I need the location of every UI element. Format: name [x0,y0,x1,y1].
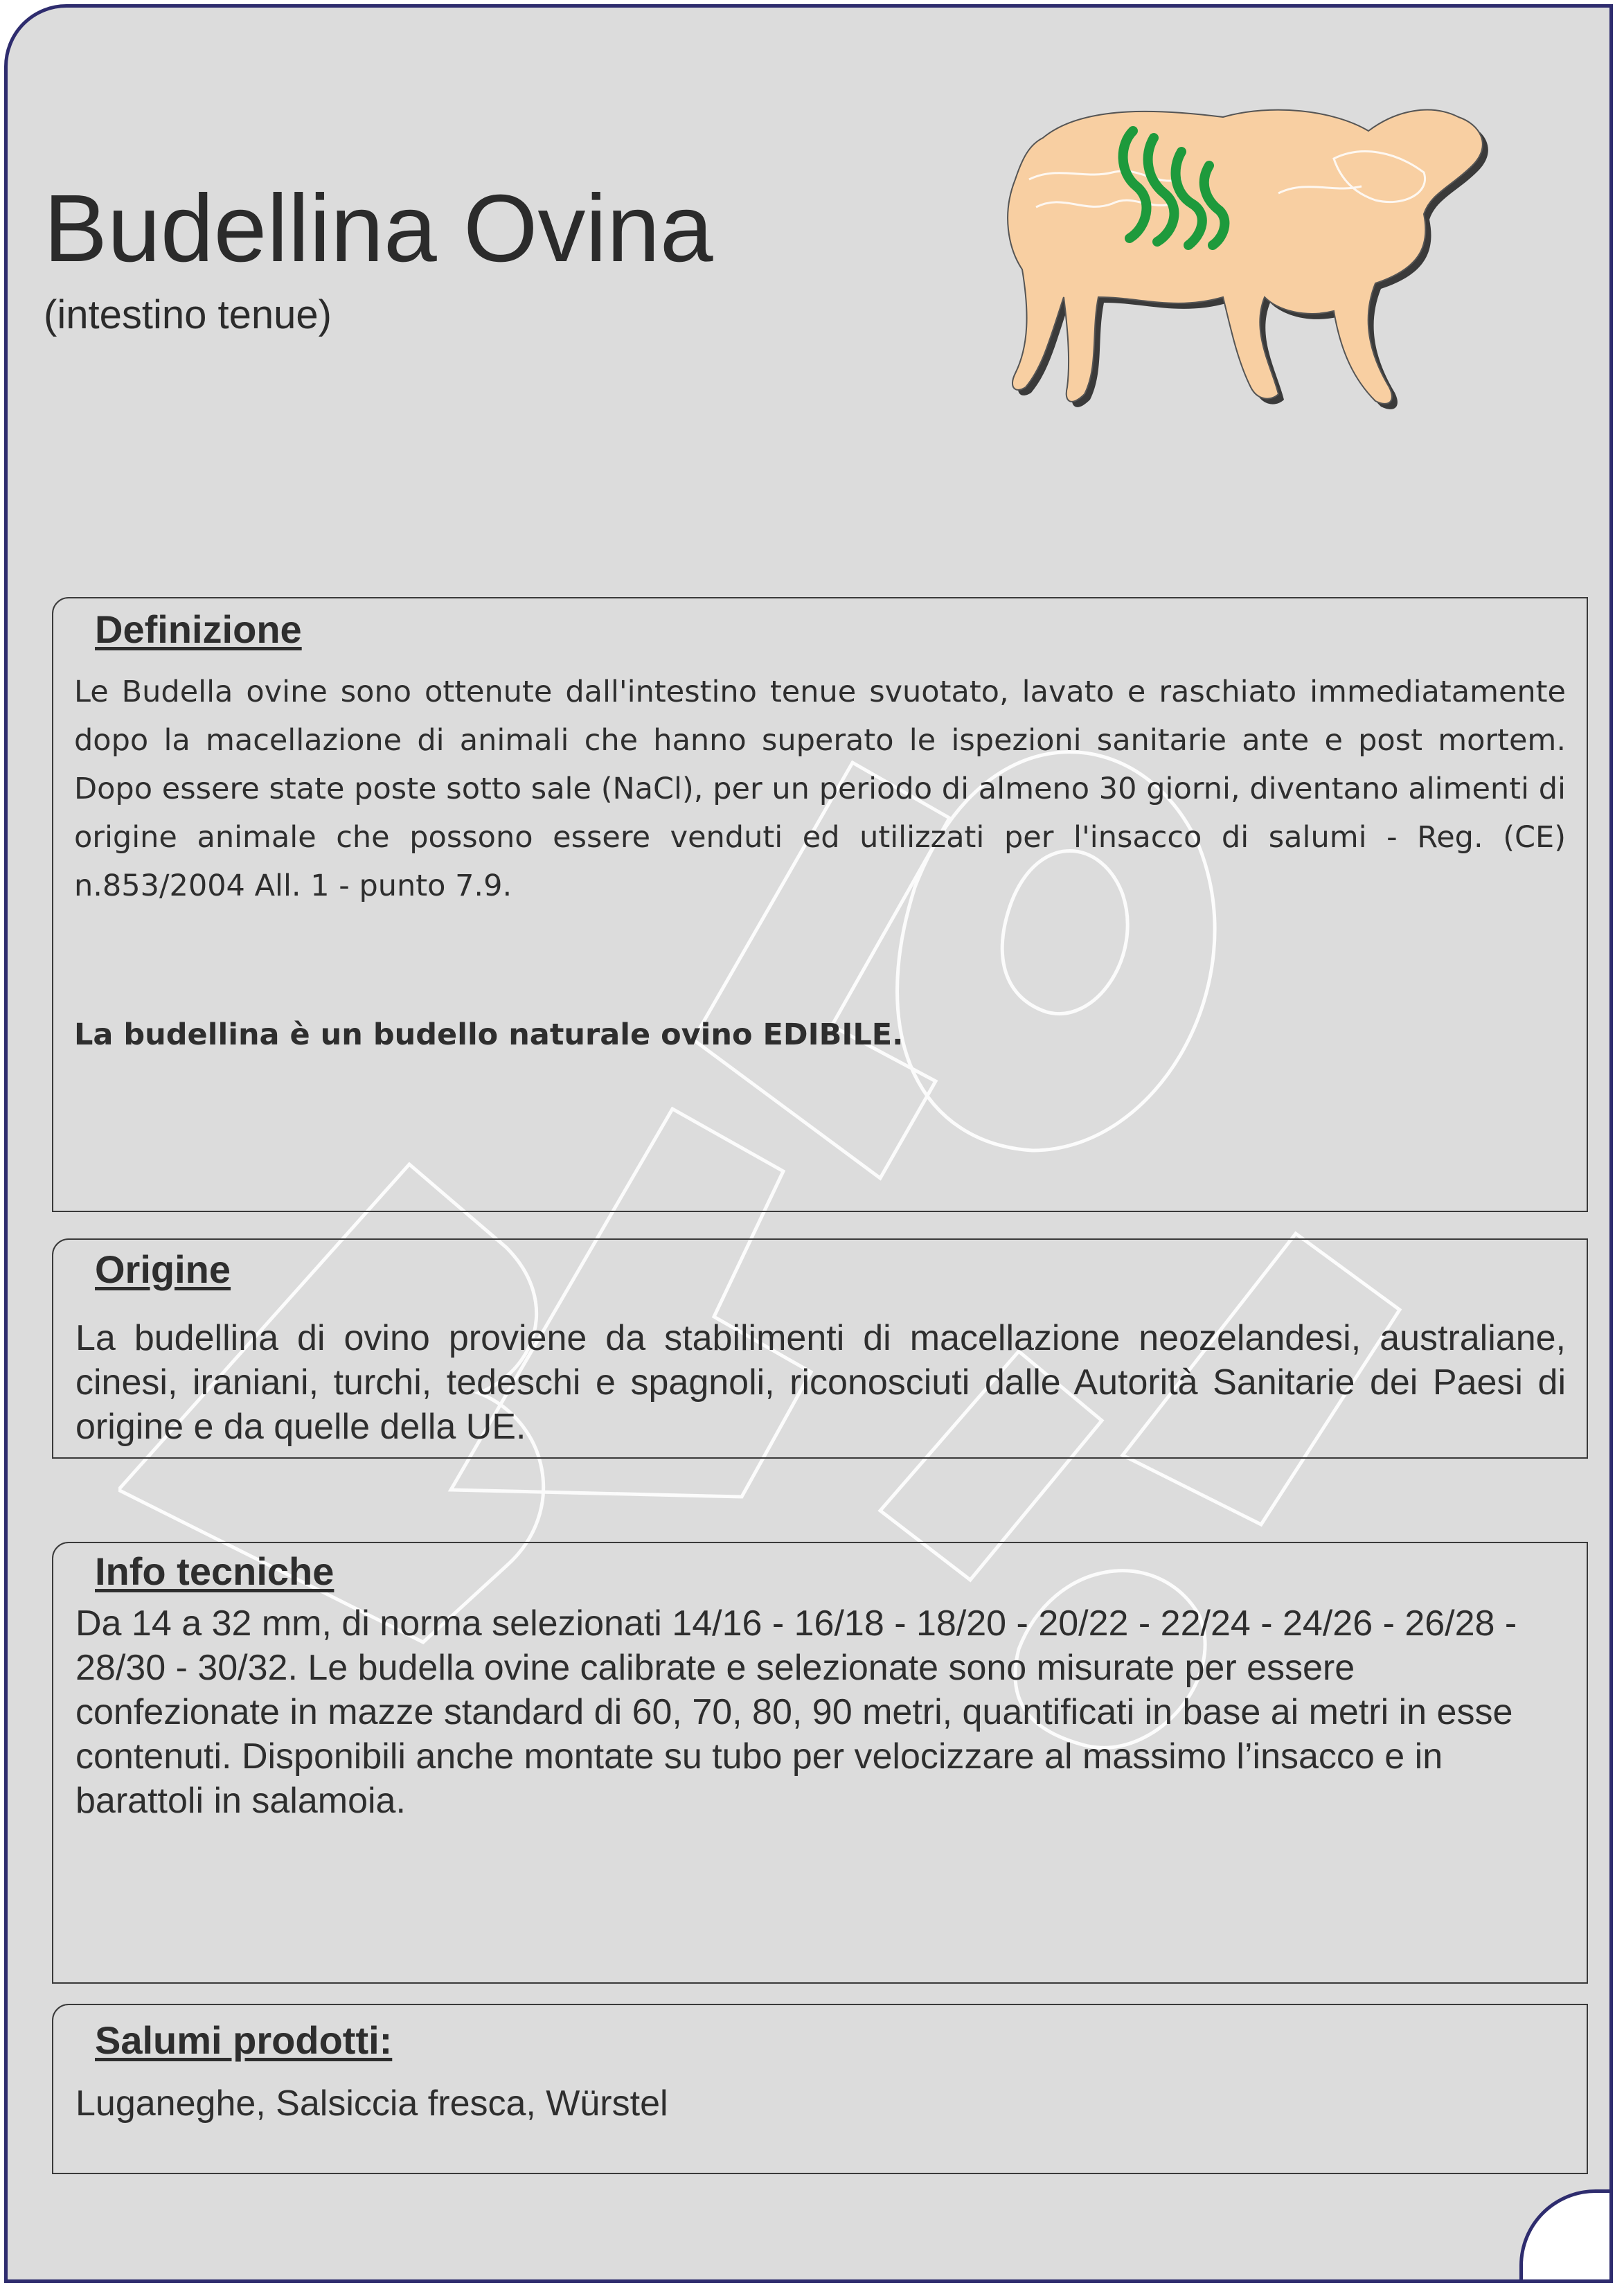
products-text: Luganeghe, Salsiccia fresca, Würstel [75,2083,668,2124]
technical-info-text: Da 14 a 32 mm, di norma selezionati 14/16 - 16/18 - 18/20 - 20/22 - 22/24 - 24/26 - 26/28 - 28/30 - 30/32. Le budella ovine calibrate e selezionate sono misurate per essere confezionate in mazze standard di 60, 70, 80, 90 metri, quantificati in base ai metri in esse contenuti. Disponibili anche montate su tubo per velocizzare al massimo l’insacco e in barattoli in salamoia. [75,1603,1517,1821]
origin-text: La budellina di ovino proviene da stabilimenti di macellazione neozelandesi, australiane, cinesi, iraniani, turchi, tedeschi e spagnoli, riconosciuti dalle Autorità Sanitarie dei Paesi di origine e da quelle della UE. [75,1318,1566,1447]
origin-section [52,1238,1588,1459]
products-heading: Salumi prodotti: [95,2018,393,2062]
origin-heading: Origine [95,1247,231,1291]
definition-heading: Definizione [95,607,302,651]
definition-text: Le Budella ovine sono ottenute dall'intestino tenue svuotato, lavato e raschiato immediatamente dopo la macellazione di animali che hanno superato le ispezioni sanitarie ante e post mortem. Dopo essere state poste sotto sale (NaCl), per un periodo di almeno 30 giorni, diventano alimenti di origine animale che possono essere venduti ed utilizzati per l'insacco di salumi - Reg. (CE) n.853/2004 All. 1 - punto 7.9. [74,675,1566,903]
technical-info-heading: Info tecniche [95,1549,334,1593]
products-section [52,2004,1588,2174]
definition-section [52,597,1588,1212]
page-subtitle: (intestino tenue) [44,292,332,337]
page-title: Budellina Ovina [44,175,713,282]
sheep-illustration [946,89,1500,463]
definition-edible-note: La budellina è un budello naturale ovino EDIBILE. [74,1017,904,1052]
product-sheet [4,4,1613,2283]
technical-info-section [52,1542,1588,1984]
